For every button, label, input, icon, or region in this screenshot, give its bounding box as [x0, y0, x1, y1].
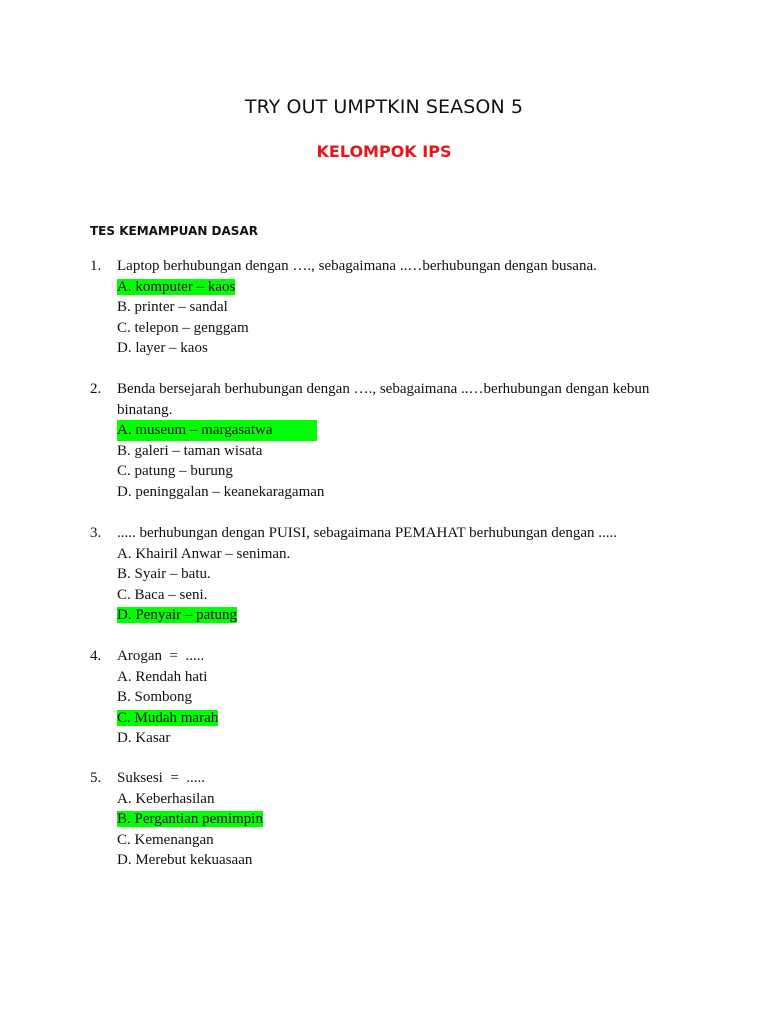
- question-2: [90, 379, 690, 503]
- option-c: C. Baca – seni.: [117, 586, 208, 603]
- question-number: 3.: [90, 525, 102, 541]
- option-b: B. galeri – taman wisata: [117, 442, 263, 459]
- question-text: ..... berhubungan dengan PUISI, sebagaimana PEMAHAT berhubungan dengan .....: [117, 525, 618, 541]
- option-c: [117, 708, 690, 729]
- option-b: B. Sombong: [117, 689, 193, 706]
- answer-highlight: C. Mudah marah: [117, 709, 219, 726]
- answer-highlight: B. Pergantian pemimpin: [117, 811, 263, 828]
- option-b: B. printer – sandal: [117, 299, 228, 316]
- question-4: [90, 646, 690, 749]
- option-b: [117, 809, 690, 830]
- question-number: 5.: [90, 770, 102, 786]
- answer-highlight: D. Penyair – patung: [117, 607, 237, 624]
- option-d: D. Kasar: [117, 730, 171, 747]
- option-a: A. Rendah hati: [117, 668, 208, 685]
- option-d: D. layer – kaos: [117, 340, 208, 357]
- option-c: C. patung – burung: [117, 463, 233, 480]
- option-d: [117, 605, 690, 626]
- question-1: [90, 256, 690, 359]
- option-b: B. Syair – batu.: [117, 566, 211, 583]
- question-text: Arogan = .....: [117, 648, 205, 664]
- question-text: Suksesi = .....: [117, 770, 206, 786]
- answer-highlight: A. komputer – kaos: [117, 278, 236, 295]
- option-a: A. Keberhasilan: [117, 790, 215, 807]
- option-a: [117, 420, 690, 441]
- question-5: [90, 768, 690, 871]
- option-d: D. Merebut kekuasaan: [117, 852, 253, 869]
- question-number: 4.: [90, 648, 102, 664]
- answer-highlight: A. museum – margasatwa: [117, 420, 317, 441]
- option-c: C. Kemenangan: [117, 831, 214, 848]
- option-a: A. Khairil Anwar – seniman.: [117, 545, 291, 562]
- option-d: D. peninggalan – keanekaragaman: [117, 483, 325, 500]
- question-text: Laptop berhubungan dengan …., sebagaimana ..…berhubungan dengan busana.: [117, 258, 597, 274]
- question-text: Benda bersejarah berhubungan dengan …., sebagaimana ..…berhubungan dengan kebun binatang.: [117, 381, 650, 418]
- section-heading: TES KEMAMPUAN DASAR: [90, 224, 258, 238]
- option-c: C. telepon – genggam: [117, 319, 249, 336]
- question-number: 1.: [90, 258, 102, 274]
- question-number: 2.: [90, 381, 102, 397]
- page-title: TRY OUT UMPTKIN SEASON 5: [244, 96, 524, 118]
- subtitle: KELOMPOK IPS: [316, 142, 452, 161]
- option-a: [117, 277, 690, 298]
- question-3: [90, 523, 690, 626]
